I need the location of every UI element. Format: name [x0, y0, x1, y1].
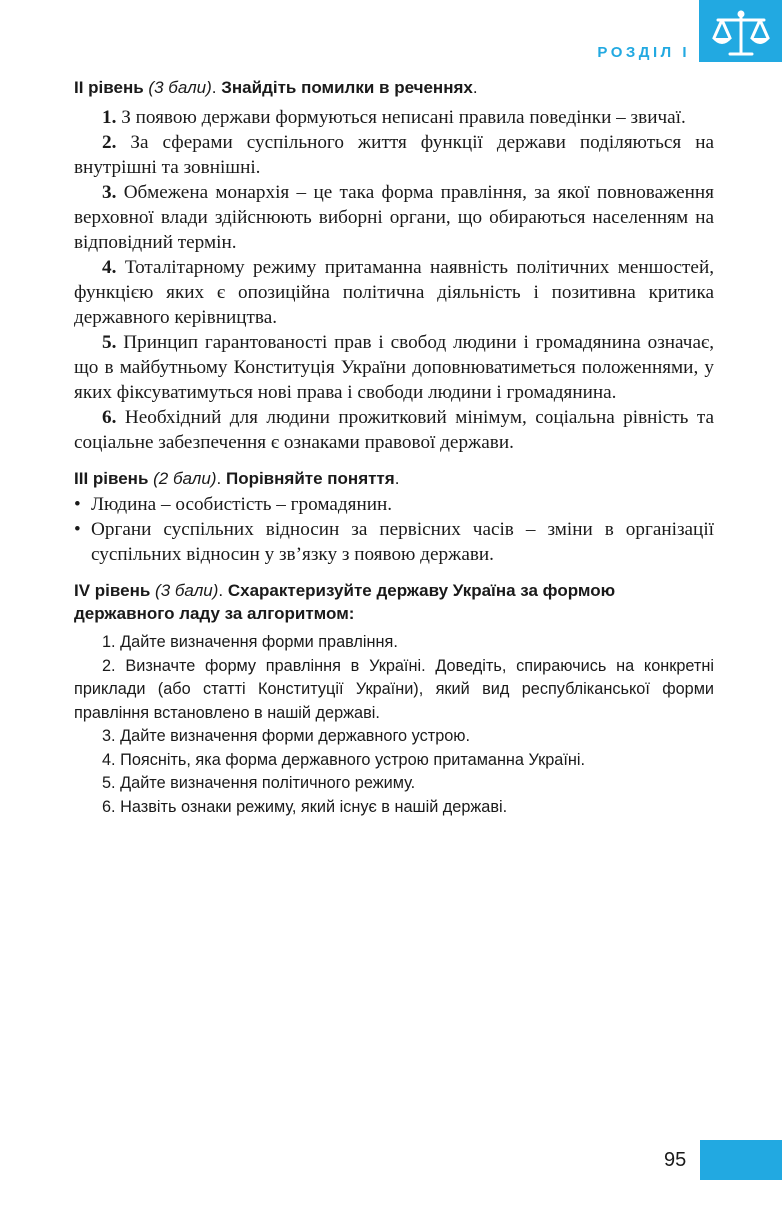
level3-points: (2 бали): [153, 469, 217, 488]
level4-label: IV рівень: [74, 581, 151, 600]
level3-task: Порівняйте поняття: [225, 469, 395, 488]
level4-task: Схарактеризуйте державу Україна за формою державного ладу за алгоритмом: [74, 581, 616, 623]
level3-heading: ІІІ рівень (2 бали). Порівняйте поняття.: [74, 469, 400, 488]
sentence: 6. Необхідний для людини прожитковий мінімум, соціальна рівність та соціальне забезпечення є ознаками правової держави.: [74, 407, 715, 453]
level4-steps: [74, 631, 714, 819]
level2-task: Знайдіть помилки в реченнях: [221, 78, 473, 97]
list-item: 3. Дайте визначення форми державного устрою.: [102, 727, 471, 745]
page-number: 95: [664, 1149, 687, 1171]
sentence: 4. Тоталітарному режиму притаманна наявність політичних меншостей, функцією яких є опозиційна політична діяльність і позитивна критика державного керівництва.: [74, 257, 715, 328]
sentence: 1. З появою держави формуються неписані правила поведінки – звичаї.: [102, 107, 686, 128]
level4-points: (3 бали): [155, 581, 219, 600]
page-content: [74, 76, 714, 819]
level3-items: [74, 492, 714, 567]
sentence: 5. Принцип гарантованості прав і свобод людини і громадянина означає, що в майбутньому Конституція України доповнюватиметься положеннями, у яких фіксуватимуться нові права і свободи людини і громадянина.: [74, 332, 714, 403]
level3-label: ІІІ рівень: [74, 469, 149, 488]
level2-points: (3 бали): [148, 78, 212, 97]
sentence: 3. Обмежена монархія – це така форма правління, за якої повноваження верховної влади здійснюють виборні органи, що обираються населенням на відповідний термін.: [74, 182, 714, 253]
list-item: 1. Дайте визначення форми правління.: [102, 633, 398, 651]
list-item: • Людина – особистість – громадянин.: [46, 492, 714, 517]
list-item: 5. Дайте визначення політичного режиму.: [102, 774, 416, 792]
scales-icon: [710, 8, 772, 58]
level2-sentences: [74, 105, 714, 455]
list-item: 2. Визначте форму правління в Україні. Доведіть, спираючись на конкретні приклади (або статті Конституції України), який вид республіканської форми правління встановлено в нашій державі.: [74, 656, 714, 722]
header-tab: [699, 0, 782, 62]
list-item: • Органи суспільних відносин за первісних часів – зміни в організації суспільних відносин у зв’язку з появою держави.: [46, 517, 714, 567]
section-label: РОЗДІЛ І: [597, 44, 690, 61]
list-item: 4. Поясніть, яка форма державного устрою притаманна Україні.: [102, 750, 585, 769]
list-item: 6. Назвіть ознаки режиму, який існує в нашій державі.: [102, 797, 508, 816]
footer-tab: [700, 1140, 782, 1180]
level4-heading: IV рівень (3 бали). Схарактеризуйте державу Україна за формою державного ладу за алгоритмом:: [74, 581, 616, 623]
sentence: 2. За сферами суспільного життя функції держави поділяються на внутрішні та зовнішні.: [74, 132, 714, 178]
level2-label: ІІ рівень: [74, 78, 144, 97]
level2-heading: ІІ рівень (3 бали). Знайдіть помилки в реченнях.: [74, 78, 478, 97]
